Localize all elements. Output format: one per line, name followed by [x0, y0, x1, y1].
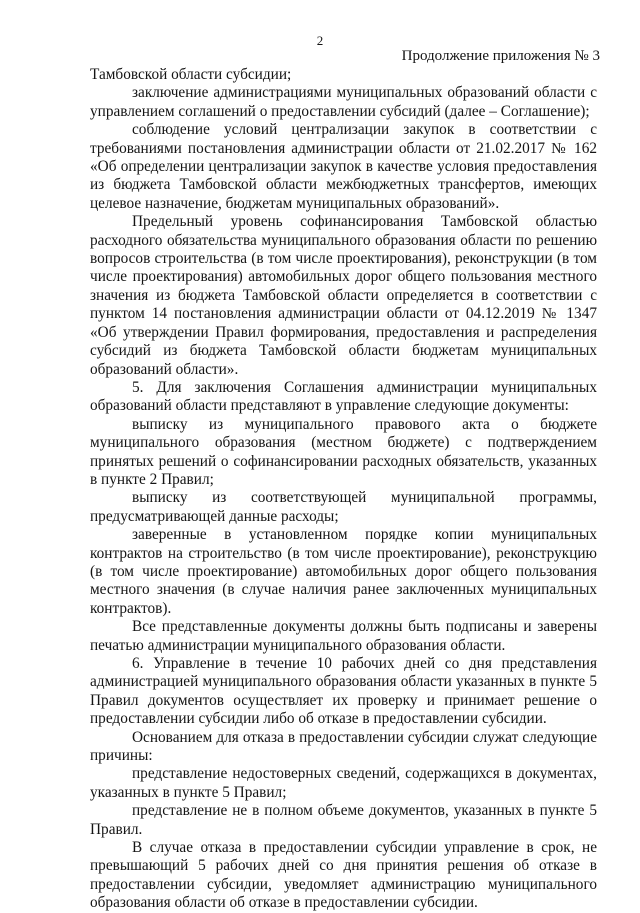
paragraph: представление не в полном объеме документов, указанных в пункте 5 Правил. — [90, 802, 597, 838]
paragraph: представление недостоверных сведений, содержащихся в документах, указанных в пункте 5 Правил; — [90, 765, 597, 801]
paragraph: заверенные в установленном порядке копии муниципальных контрактов на строительство (в том числе проектирование), реконструкцию (в том числе проектирование) автомобильных дорог общего пользования местного значения (в случае наличия ранее заключенных муниципальных контрактов). — [90, 526, 597, 617]
paragraph: Предельный уровень софинансирования Тамбовской областью расходного обязательства муниципального образования области по решению вопросов строительства (в том числе проектирования), реконструкции (в том числе проектирования) автомобильных дорог общего пользования местного значения из бюджета Тамбовской области определяется в соответствии с пунктом 14 постановления администрации области от 04.12.2019 № 1347 «Об утверждении Правил формирования, предоставления и распределения субсидий из бюджета Тамбовской области бюджетам муниципальных образований области». — [90, 213, 597, 378]
paragraph: Основанием для отказа в предоставлении субсидии служат следующие причины: — [90, 728, 597, 765]
paragraph: Тамбовской области субсидии; — [90, 66, 292, 83]
paragraph: В случае отказа в предоставлении субсидии управление в срок, не превышающий 5 рабочих дней со дня принятия решения об отказе в предоставлении субсидии, уведомляет администрацию муниципального образования области об отказе в предоставлении субсидии. — [90, 839, 597, 912]
page-number: 2 — [316, 33, 324, 48]
paragraph: соблюдение условий централизации закупок в соответствии с требованиями постановления администрации области от 21.02.2017 № 162 «Об определении централизации закупок в качестве условия предоставления из бюджета Тамбовской области межбюджетных трансфертов, имеющих целевое назначение, бюджетам муниципальных образований». — [90, 121, 597, 212]
paragraph: выписку из соответствующей муниципальной программы, предусматривающей данные расходы; — [90, 489, 597, 525]
paragraph: 5. Для заключения Соглашения администрации муниципальных образований области представляют в управление следующие документы: — [90, 378, 597, 415]
paragraph: Все представленные документы должны быть подписаны и заверены печатью администрации муниципального образования области. — [90, 618, 597, 654]
document-body — [90, 66, 597, 913]
paragraph: заключение администрациями муниципальных образований области с управлением соглашений о предоставлении субсидий (далее – Соглашение); — [90, 84, 597, 120]
paragraph: 6. Управление в течение 10 рабочих дней со дня представления администрацией муниципального образования области указанных в пункте 5 Правил документов осуществляет их проверку и принимает решение о предоставлении субсидии либо об отказе в предоставлении субсидии. — [90, 655, 597, 728]
appendix-continuation-note: Продолжение приложения № 3 — [401, 48, 600, 64]
paragraph: выписку из муниципального правового акта о бюджете муниципального образования (местном бюджете) с подтверждением принятых решений о софинансировании расходных обязательств, указанных в пункте 2 Правил; — [90, 415, 597, 488]
